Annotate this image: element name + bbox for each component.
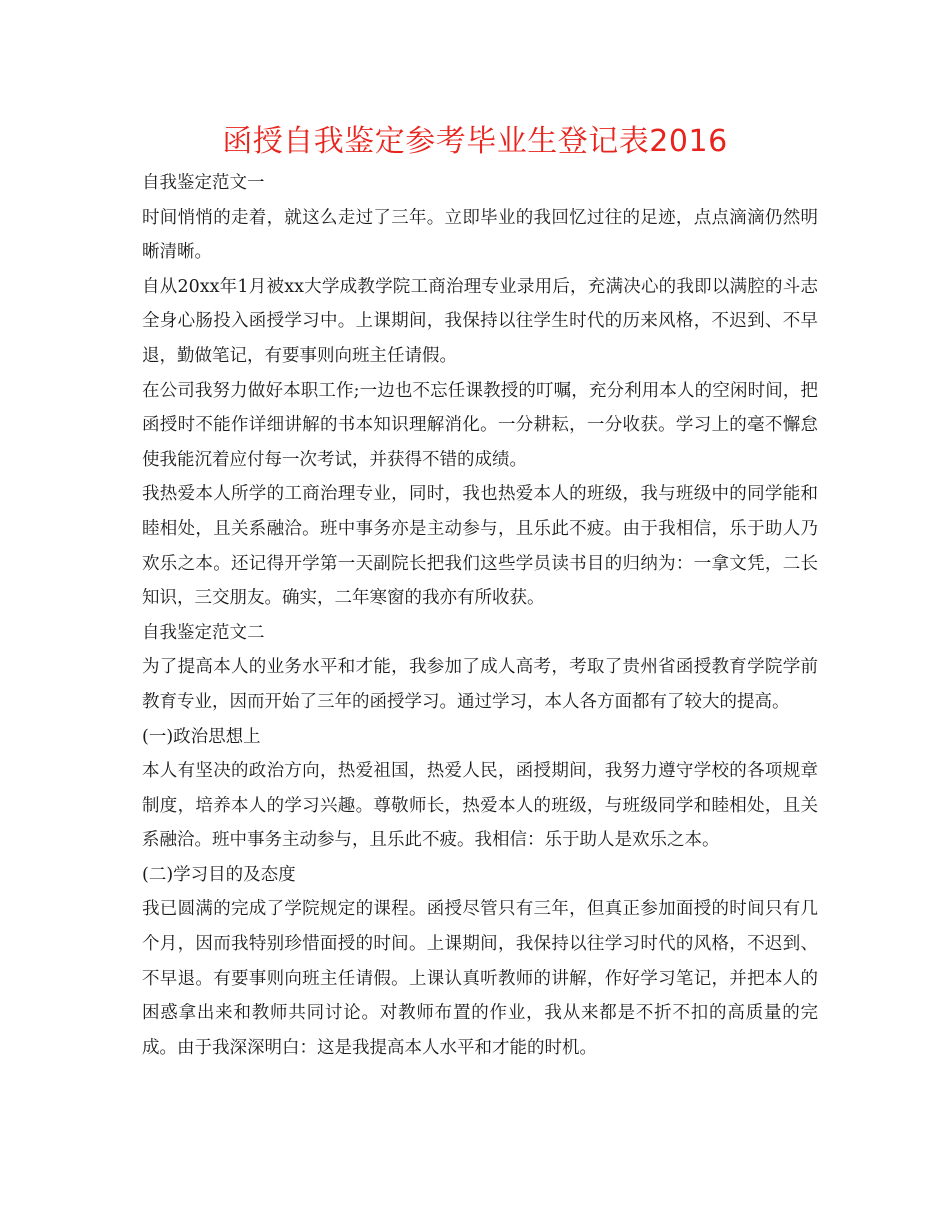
body-paragraph: 本人有坚决的政治方向，热爱祖国，热爱人民，函授期间，我努力遵守学校的各项规章制度，培养本人的学习兴趣。尊敬师长，热爱本人的班级，与班级同学和睦相处，且关系融洽。班中事务主动参与，且乐此不疲。我相信：乐于助人是欢乐之本。 — [142, 761, 818, 851]
section-heading-1: 自我鉴定范文一 — [142, 173, 265, 193]
subsection-heading-political: (一)政治思想上 — [142, 726, 261, 747]
section-heading-2: 自我鉴定范文二 — [142, 622, 265, 643]
body-paragraph: 时间悄悄的走着，就这么走过了三年。立即毕业的我回忆过往的足迹，点点滴滴仍然明晰清晰。 — [142, 207, 818, 263]
document-body — [142, 166, 818, 1065]
body-paragraph: 为了提高本人的业务水平和才能，我参加了成人高考，考取了贵州省函授教育学院学前教育专业，因而开始了三年的函授学习。通过学习，本人各方面都有了较大的提高。 — [142, 657, 818, 712]
body-paragraph: 自从20xx年1月被xx大学成教学院工商治理专业录用后，充满决心的我即以满腔的斗志全身心肠投入函授学习中。上课期间，我保持以往学生时代的历来风格，不迟到、不早退，勤做笔记，有要事则向班主任请假。 — [142, 276, 818, 366]
body-paragraph: 我热爱本人所学的工商治理专业，同时，我也热爱本人的班级，我与班级中的同学能和睦相处，且关系融洽。班中事务亦是主动参与，且乐此不疲。由于我相信，乐于助人乃欢乐之本。还记得开学第一天副院长把我们这些学员读书目的归纳为：一拿文凭，二长知识，三交朋友。确实，二年寒窗的我亦有所收获。 — [142, 484, 818, 609]
document-title: 函授自我鉴定参考毕业生登记表2016 — [222, 124, 728, 159]
body-paragraph: 在公司我努力做好本职工作;一边也不忘任课教授的叮嘱，充分利用本人的空闲时间，把函授时不能作详细讲解的书本知识理解消化。一分耕耘，一分收获。学习上的毫不懈怠使我能沉着应付每一次考试，并获得不错的成绩。 — [142, 380, 818, 470]
body-paragraph: 我已圆满的完成了学院规定的课程。函授尽管只有三年，但真正参加面授的时间只有几个月，因而我特别珍惜面授的时间。上课期间，我保持以往学习时代的风格，不迟到、不早退。有要事则向班主任请假。上课认真听教师的讲解，作好学习笔记，并把本人的困惑拿出来和教师共同讨论。对教师布置的作业，我从来都是不折不扣的高质量的完成。由于我深深明白：这是我提高本人水平和才能的时机。 — [142, 899, 818, 1058]
subsection-heading-study: (二)学习目的及态度 — [142, 864, 296, 885]
